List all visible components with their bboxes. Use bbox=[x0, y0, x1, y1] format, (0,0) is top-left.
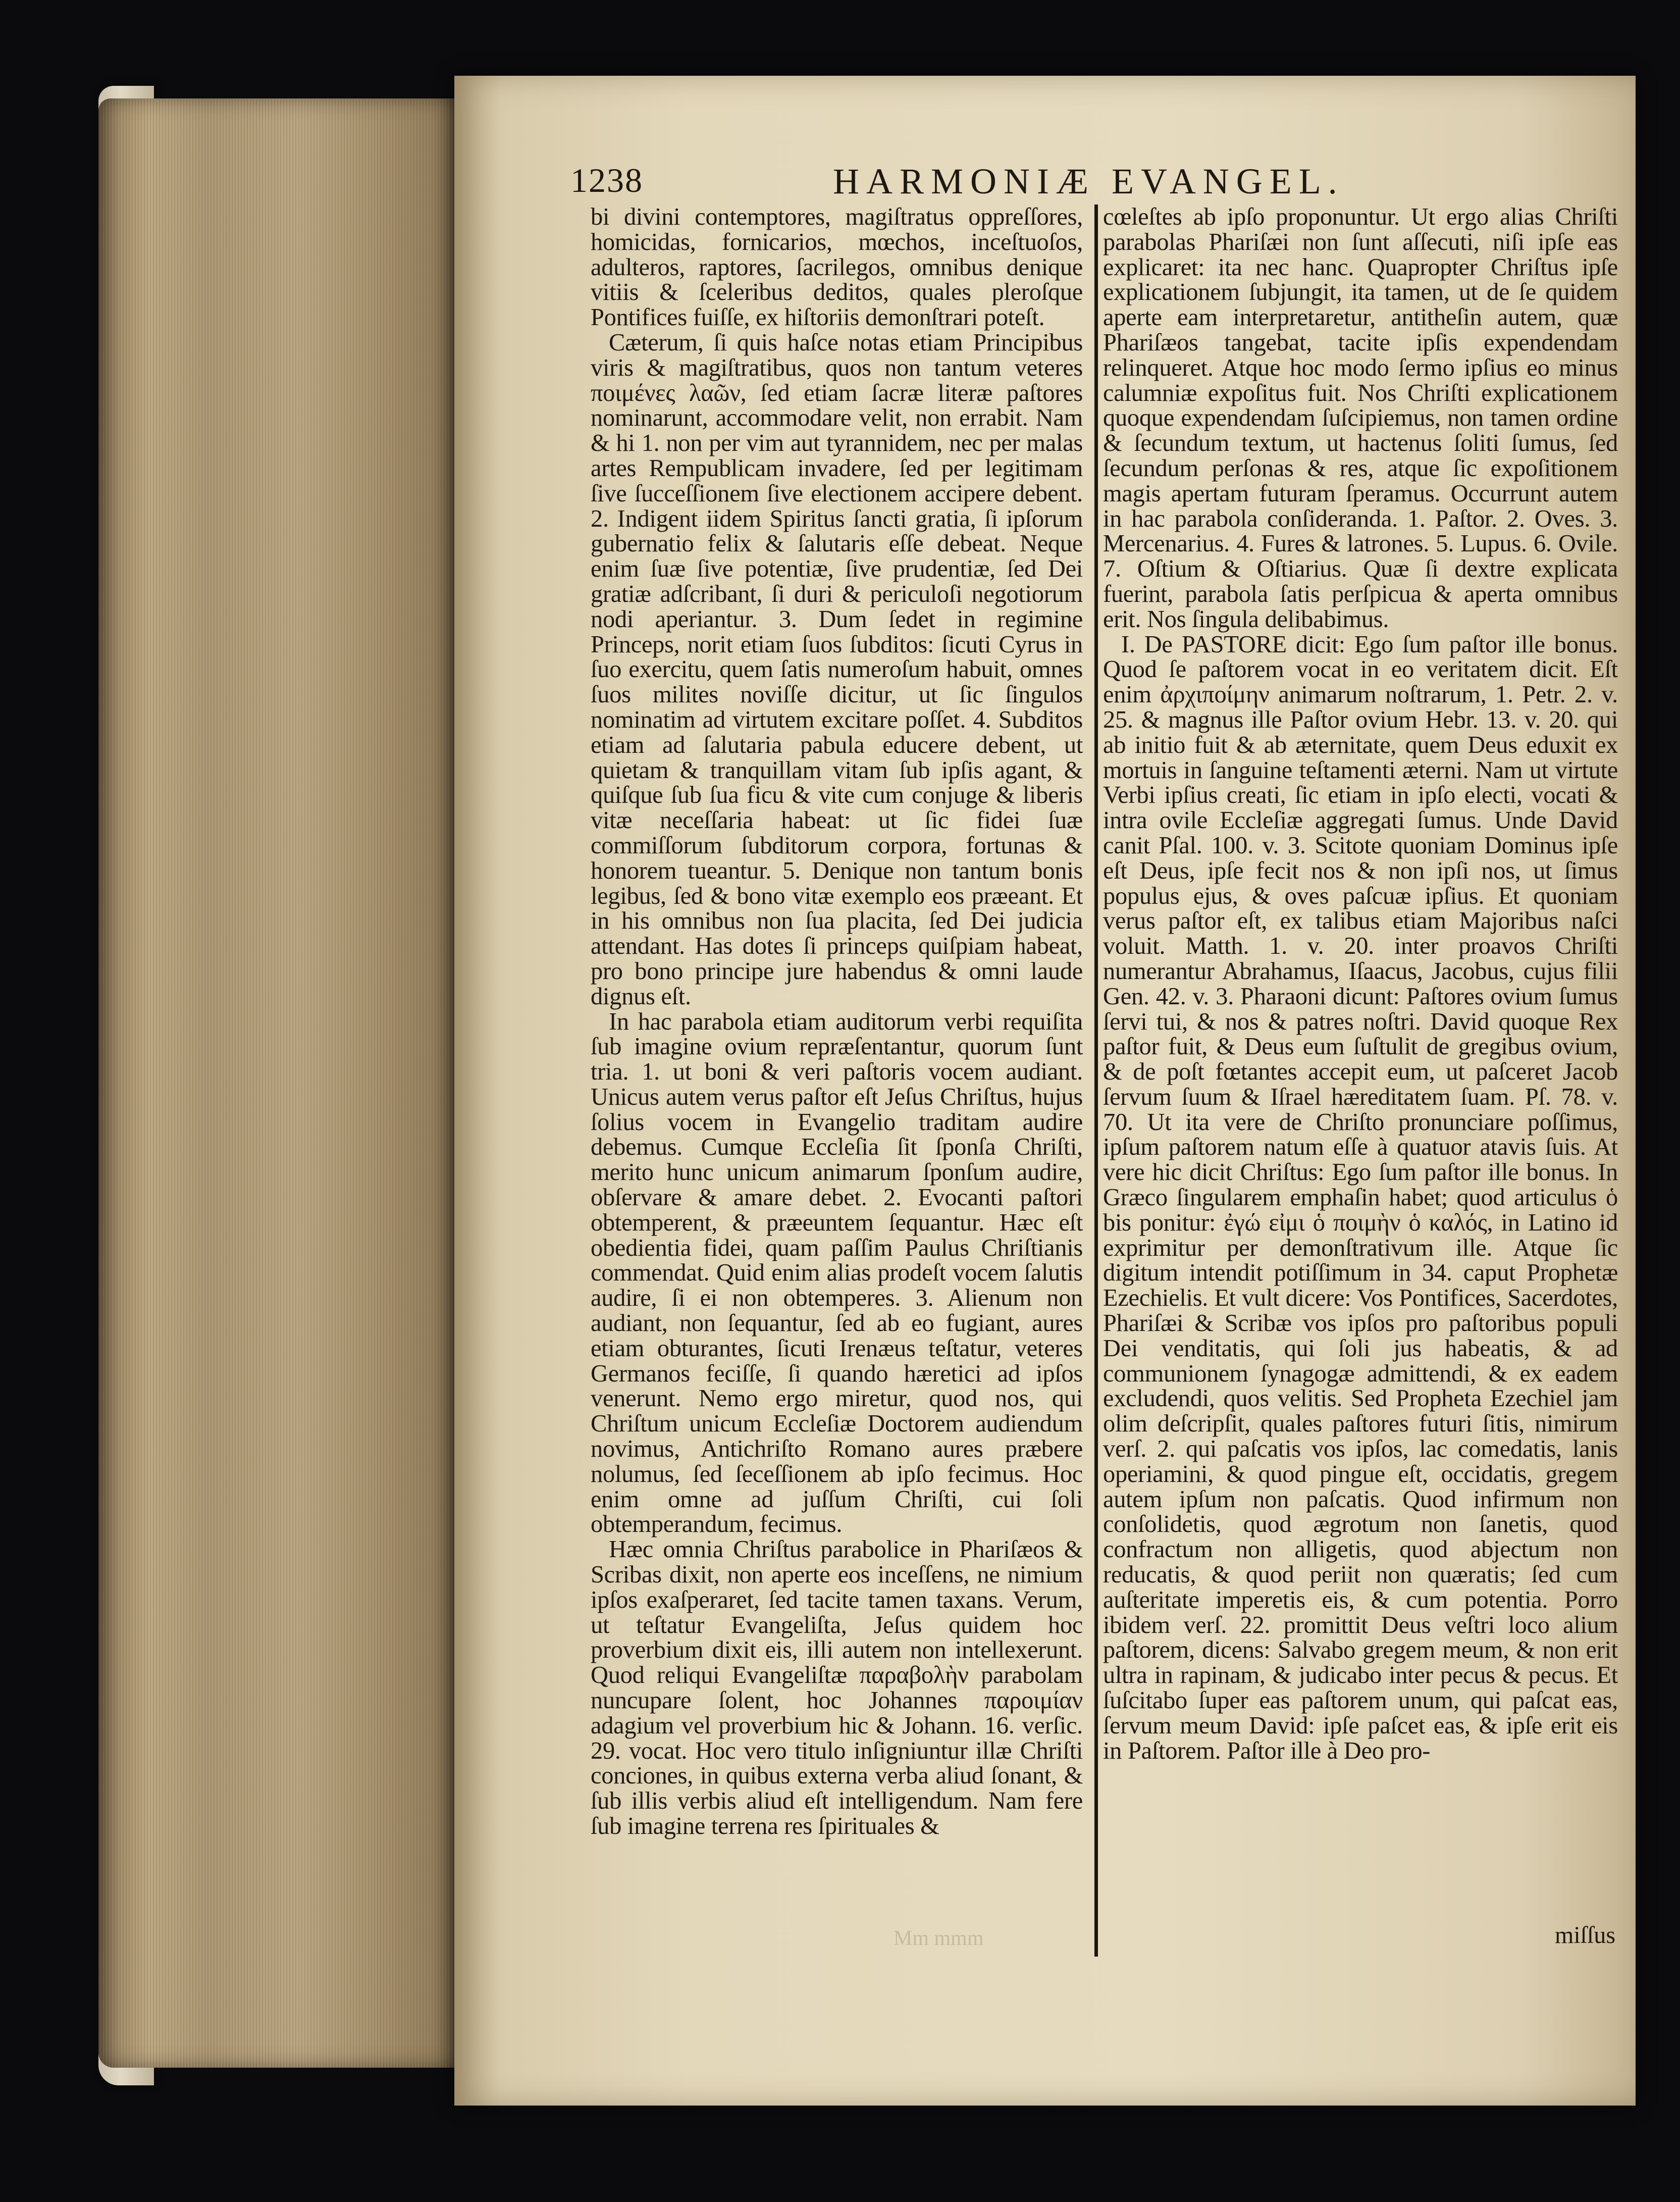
page-number: 1238 bbox=[570, 161, 643, 199]
catchword: miſſus bbox=[1555, 1922, 1616, 1949]
left-column bbox=[591, 204, 1083, 1839]
running-head bbox=[570, 161, 1631, 206]
paragraph: Cæterum, ſi quis haſce notas etiam Principibus viris & magiſtratibus, quos non tantum veteres ποιμένες λαῶν, ſed etiam ſacræ literæ paſtores nominarunt, accommodare velit, non errabit. Nam & hi 1. non per vim aut tyrannidem, nec per malas artes Rempublicam invadere, ſed per legitimam ſive ſucceſſionem ſive electionem accipere debent. 2. Indigent iidem Spiritus ſancti gratia, ſi ipſorum gubernatio felix & ſalutaris eſſe debeat. Neque enim ſuæ ſive potentiæ, ſive prudentiæ, ſed Dei gratiæ adſcribant, ſi duri & periculoſi negotiorum nodi aperiantur. 3. Dum ſedet in regimine Princeps, norit etiam ſuos ſubditos: ſicuti Cyrus in ſuo exercitu, quem ſatis numeroſum habuit, omnes ſuos milites noviſſe dicitur, ut ſic ſingulos nominatim ad virtutem excitare poſſet. 4. Subditos etiam ad ſalutaria pabula educere debent, ut quietam & tranquillam vitam ſub ipſis agant, & quiſque ſub ſua ficu & vite cum conjuge & liberis vitæ neceſſaria habeat: ut ſic fidei ſuæ commiſſorum ſubditorum corpora, fortunas & honorem tueantur. 5. Denique non tantum bonis legibus, ſed & bono vitæ exemplo eos præeant. Et in his omnibus non ſua placita, ſed Dei judicia attendant. Has dotes ſi princeps quiſpiam habeat, pro bono principe jure habendus & omni laude dignus eſt. bbox=[591, 329, 1083, 1010]
column-rule bbox=[1094, 204, 1098, 1957]
paragraph: In hac parabola etiam auditorum verbi requiſita ſub imagine ovium repræſentantur, quorum ſunt tria. 1. ut boni & veri paſtoris vocem audiant. Unicus autem verus paſtor eſt Jeſus Chriſtus, hujus ſolius vocem in Evangelio traditam audire debemus. Cumque Eccleſia ſit ſponſa Chriſti, merito hunc unicum animarum ſponſum audire, obſervare & amare debet. 2. Evocanti paſtori obtemperent, & præeuntem ſequantur. Hæc eſt obedientia fidei, quam paſſim Paulus Chriſtianis commendat. Quid enim alias prodeſt vocem ſalutis audire, ſi ei non obtemperes. 3. Alienum non audiant, non ſequantur, ſed ab eo fugiant, aures etiam obturantes, ſicuti Irenæus teſtatur, veteres Germanos feciſſe, ſi quando hæretici ad ipſos venerunt. Nemo ergo miretur, quod nos, qui Chriſtum unicum Eccleſiæ Doctorem audiendum novimus, Antichriſto Romano aures præbere nolumus, ſed ſeceſſionem ab ipſo fecimus. Hoc enim omne ad juſſum Chriſti, cui ſoli obtemperandum, fecimus. bbox=[591, 1008, 1083, 1538]
paragraph: bi divini contemptores, magiſtratus oppreſſores, homicidas, fornicarios, mœchos, inceſtuoſos, adulteros, raptores, ſacrilegos, omnibus denique vitiis & ſceleribus deditos, quales pleroſque Pontifices fuiſſe, ex hiſtoriis demonſtrari poteſt. bbox=[591, 203, 1083, 331]
signature-mark: Mm mmm bbox=[894, 1927, 984, 1950]
paragraph: Hæc omnia Chriſtus parabolice in Phariſæos & Scribas dixit, non aperte eos inceſſens, ne nimium ipſos exaſperaret, ſed tacite tamen taxans. Verum, ut teſtatur Evangeliſta, Jeſus quidem hoc proverbium dixit eis, illi autem non intellexerunt. Quod reliqui Evangeliſtæ παραβολὴν parabolam nuncupare ſolent, hoc Johannes παροιμίαν adagium vel proverbium hic & Johann. 16. verſic. 29. vocat. Hoc vero titulo inſigniuntur illæ Chriſti conciones, in quibus externa verba aliud ſonant, & ſub illis verbis aliud eſt intelligendum. Nam fere ſub imagine terrena res ſpirituales & bbox=[591, 1536, 1083, 1839]
right-column bbox=[1103, 204, 1618, 1763]
paragraph: cœleſtes ab ipſo proponuntur. Ut ergo alias Chriſti parabolas Phariſæi non ſunt aſſecuti, niſi ipſe eas explicaret: ita nec hanc. Quapropter Chriſtus ipſe explicationem ſubjungit, ita tamen, ut de ſe quidem aperte eam interpretaretur, antitheſin autem, quæ Phariſæos tangebat, tacite ipſis expendendam relinqueret. Atque hoc modo ſermo ipſius eo minus calumniæ expoſitus fuit. Nos Chriſti explicationem quoque expendendam ſuſcipiemus, non tamen ordine & ſecundum textum, ut hactenus ſoliti ſumus, ſed ſecundum perſonas & res, atque ſic expoſitionem magis apertam futuram ſperamus. Occurrunt autem in hac parabola conſideranda. 1. Paſtor. 2. Oves. 3. Mercenarius. 4. Fures & latrones. 5. Lupus. 6. Ovile. 7. Oſtium & Oſtiarius. Quæ ſi dextre explicata fuerint, parabola ſatis perſpicua & aperta omnibus erit. Nos ſingula delibabimus. bbox=[1103, 203, 1618, 633]
paragraph: I. De PASTORE dicit: Ego ſum paſtor ille bonus. Quod ſe paſtorem vocat in eo veritatem dicit. Eſt enim ἀρχιποίμην animarum noſtrarum, 1. Petr. 2. v. 25. & magnus ille Paſtor ovium Hebr. 13. v. 20. qui ab initio fuit & ab æternitate, quem Deus eduxit ex mortuis in ſanguine teſtamenti æterni. Nam ut virtute Verbi ipſius creati, ſic etiam in ipſo electi, vocati & intra ovile Eccleſiæ aggregati ſumus. Unde David canit Pſal. 100. v. 3. Scitote quoniam Dominus ipſe eſt Deus, ipſe fecit nos & non ipſi nos, ut ſimus populus ejus, & oves paſcuæ ipſius. Et quoniam verus paſtor eſt, ex talibus etiam Majoribus naſci voluit. Matth. 1. v. 20. inter proavos Chriſti numerantur Abrahamus, Iſaacus, Jacobus, cujus filii Gen. 42. v. 3. Pharaoni dicunt: Paſtores ovium ſumus ſervi tui, & nos & patres noſtri. David quoque Rex paſtor fuit, & Deus eum ſuſtulit de gregibus ovium, & de poſt fœtantes accepit eum, ut paſceret Jacob ſervum ſuum & Iſrael hæreditatem ſuam. Pſ. 78. v. 70. Ut ita vere de Chriſto pronunciare poſſimus, ipſum paſtorem natum eſſe à quatuor atavis ſuis. At vere hic dicit Chriſtus: Ego ſum paſtor ille bonus. In Græco ſingularem emphaſin habet; quod articulus ὁ bis ponitur: ἐγώ εἰμι ὁ ποιμὴν ὁ καλός, in Latino id exprimitur per demonſtrativum ille. Atque ſic digitum intendit potiſſimum in 34. caput Prophetæ Ezechielis. Et vult dicere: Vos Pontifices, Sacerdotes, Phariſæi & Scribæ vos ipſos pro paſtoribus populi Dei venditatis, qui ſoli jus habeatis, & ad communionem ſynagogæ admittendi, & ex eadem excludendi, quos velitis. Sed Propheta Ezechiel jam olim deſcripſit, quales paſtores futuri ſitis, nimirum verſ. 2. qui paſcatis vos ipſos, lac comedatis, lanis operiamini, & quod pingue eſt, occidatis, gregem autem ipſum non paſcatis. Quod infirmum non conſolidetis, quod ægrotum non ſanetis, quod confractum non alligetis, quod abjectum non reducatis, & quod periit non quæratis; ſed cum auſteritate imperetis eis, & cum potentia. Porro ibidem verſ. 22. promittit Deus veſtri loco alium paſtorem, dicens: Salvabo gregem meum, & non erit ultra in rapinam, & judicabo inter pecus & pecus. Et ſuſcitabo ſuper eas paſtorem unum, qui paſcat eas, ſervum meum David: ipſe paſcet eas, & ipſe erit eis in Paſtorem. Paſtor ille à Deo pro- bbox=[1103, 631, 1618, 1764]
book-fore-edge bbox=[98, 98, 462, 2068]
running-title: HARMONIÆ EVANGEL. bbox=[833, 161, 1344, 201]
